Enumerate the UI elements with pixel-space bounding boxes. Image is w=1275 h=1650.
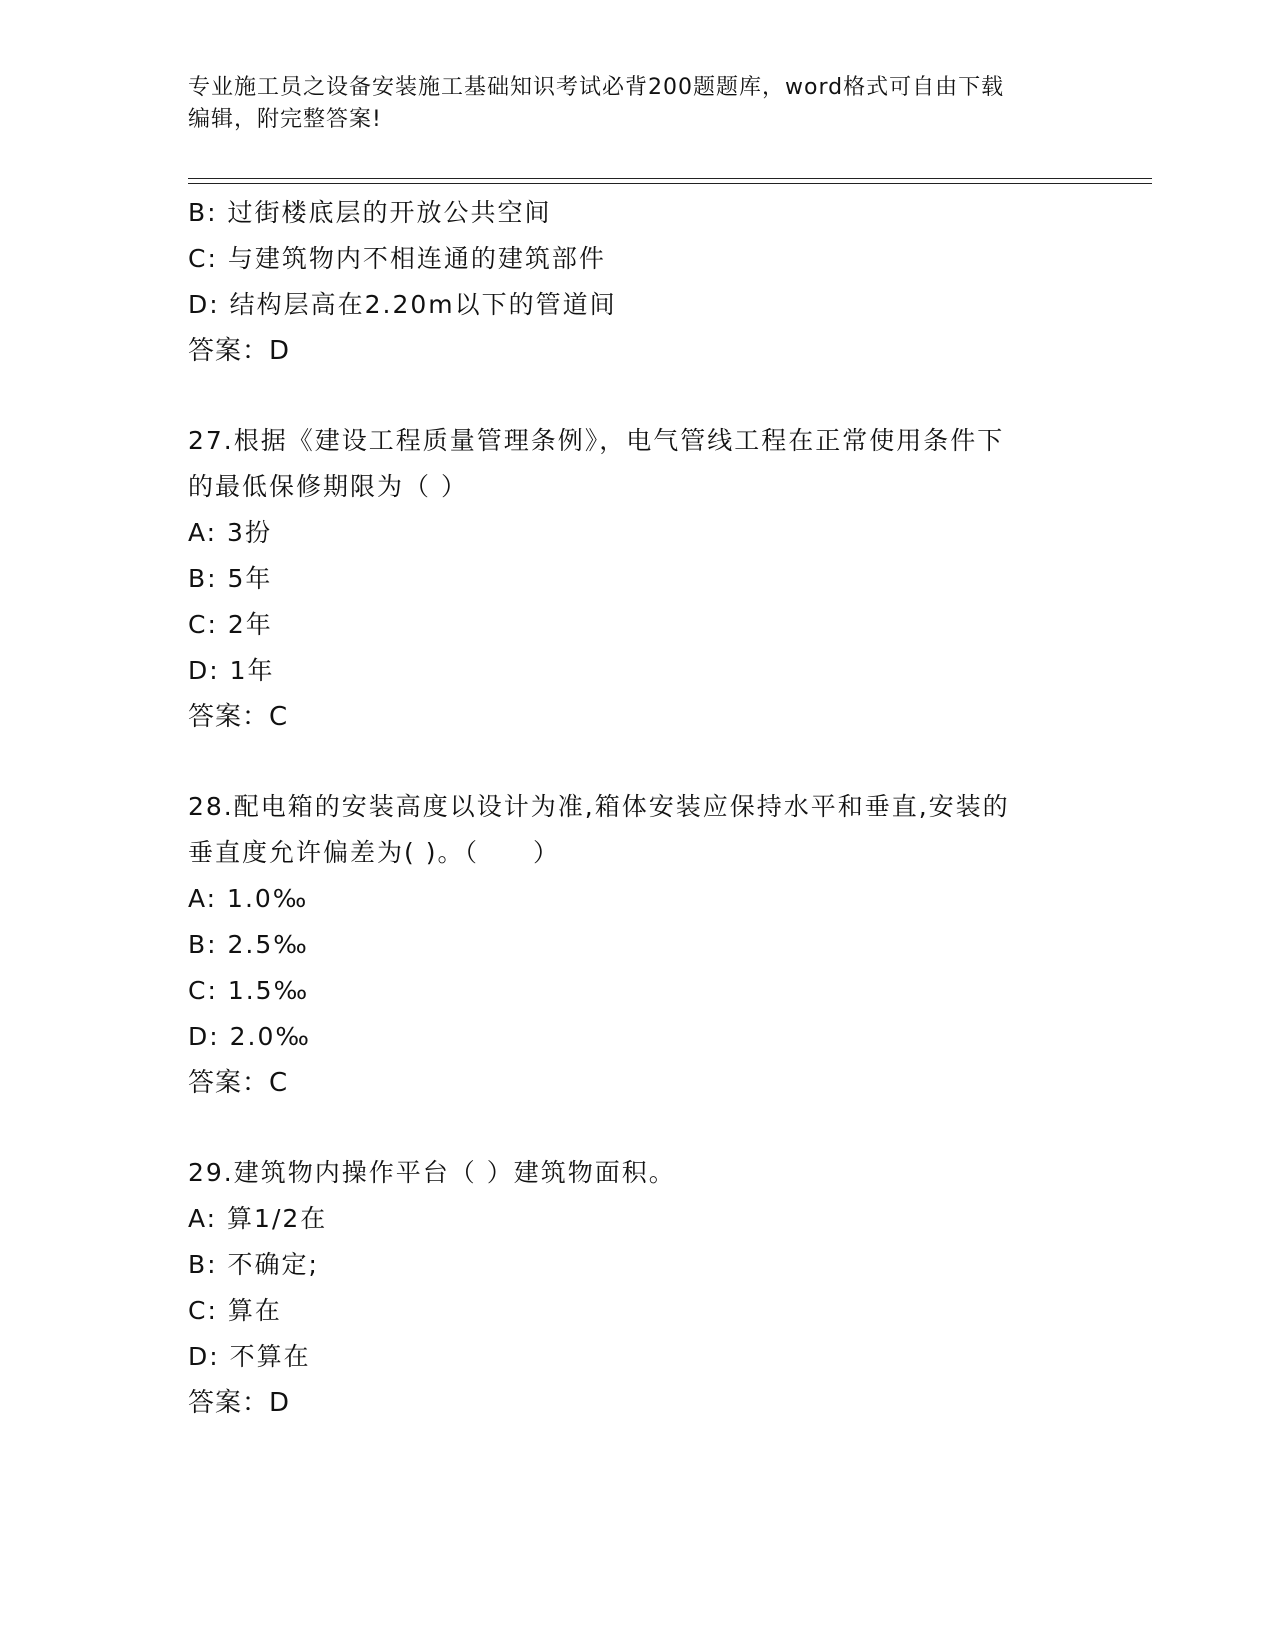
question-text-line-1: 27.根据《建设工程质量管理条例》，电气管线工程在正常使用条件下 xyxy=(188,426,1005,455)
header-rule-bottom xyxy=(188,183,1152,184)
header-line-2: 编辑，附完整答案! xyxy=(188,107,382,132)
option-d: D: 结构层高在2.20m以下的管道间 xyxy=(188,290,617,319)
option-c: C: 算在 xyxy=(188,1296,282,1325)
question-text-line-2: 的最低保修期限为（ ） xyxy=(188,472,468,501)
answer: 答案：C xyxy=(188,1068,289,1098)
option-a: A: 1.0‰ xyxy=(188,884,309,913)
option-b: B: 2.5‰ xyxy=(188,930,309,959)
question-27 xyxy=(188,418,1088,740)
option-d: D: 不算在 xyxy=(188,1342,311,1371)
answer: 答案：D xyxy=(188,1388,291,1418)
option-a: A: 算1/2在 xyxy=(188,1204,328,1233)
option-b: B: 不确定; xyxy=(188,1250,319,1279)
option-d: D: 2.0‰ xyxy=(188,1022,311,1051)
header-rule-top xyxy=(188,178,1152,179)
question-29 xyxy=(188,1150,1088,1426)
question-28 xyxy=(188,784,1088,1106)
question-list xyxy=(188,190,1088,1426)
option-c: C: 2年 xyxy=(188,610,273,639)
header-line-1: 专业施工员之设备安装施工基础知识考试必背200题题库，word格式可自由下载 xyxy=(188,75,1005,100)
option-d: D: 1年 xyxy=(188,656,275,685)
document-header xyxy=(188,72,1088,136)
question-text-line-1: 29.建筑物内操作平台（ ）建筑物面积。 xyxy=(188,1158,676,1187)
answer: 答案：D xyxy=(188,336,291,366)
question-text-line-2: 垂直度允许偏差为( )。（ ） xyxy=(188,838,560,867)
answer: 答案：C xyxy=(188,702,289,732)
option-c: C: 与建筑物内不相连通的建筑部件 xyxy=(188,244,606,273)
option-c: C: 1.5‰ xyxy=(188,976,310,1005)
question-text-line-1: 28.配电箱的安装高度以设计为准,箱体安装应保持水平和垂直,安装的 xyxy=(188,792,1010,821)
option-a: A: 3扮 xyxy=(188,518,272,547)
option-b: B: 5年 xyxy=(188,564,273,593)
option-b: B: 过街楼底层的开放公共空间 xyxy=(188,198,552,227)
question-26 xyxy=(188,190,1088,374)
